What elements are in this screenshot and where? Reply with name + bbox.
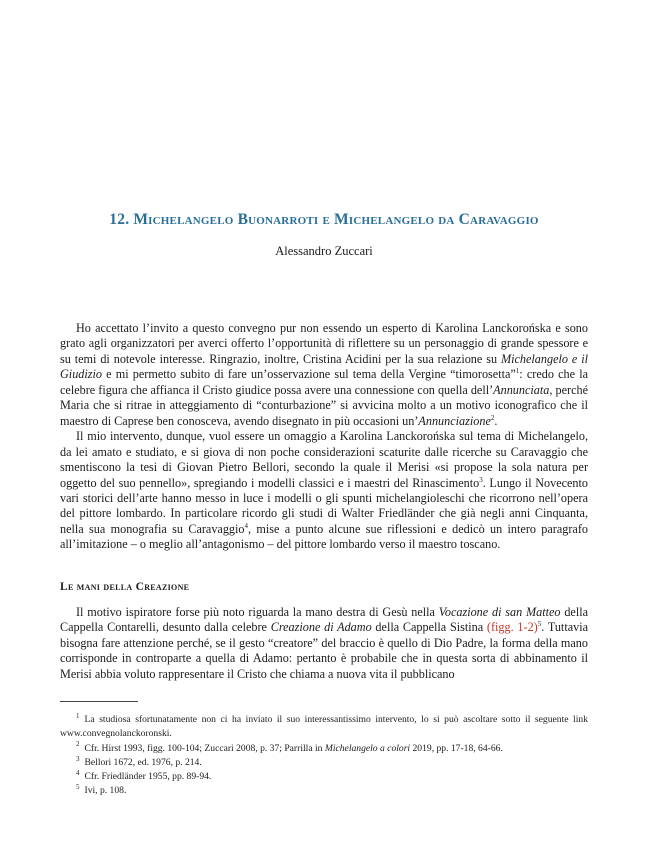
paragraph-3 [60,605,588,682]
footnote-number: 2 [76,740,80,749]
footnote-text: La studiosa sfortunatamente non ci ha inviato il suo interessantissimo intervento, lo si può ascoltare sotto il seguente link www.convegnolanckoronski. [60,714,588,740]
footnotes-list [60,713,588,799]
text-run: . Lungo il Novecento vari storici dell’arte hanno messo in luce i modelli o gli spunti michelangioleschi che ricorrono nell’opera del pittore lombardo. In particolare ricordo gli studi di Walter Friedländer che già negli anni Cinquanta, nella sua monografia su Caravaggio [60,475,589,536]
text-run: e mi permetto subito di fare un’osservazione sul tema della Vergine “timorosetta” [101,367,516,382]
text-run: della Cappella Sistina [371,620,487,635]
footnote-text: Cfr. Friedländer 1955, pp. 89-94. [84,771,212,783]
italic-title: Annunciata [493,382,550,397]
footnote-marker[interactable]: 4 [244,521,248,530]
paragraph-2 [60,429,588,553]
section-text [60,605,588,682]
footnote-italic: Michelangelo a colori [324,742,411,754]
footnote-item [60,784,588,798]
footnote-number: 3 [76,754,80,763]
italic-title: Michelangelo e il Giudizio [60,351,588,382]
text-run: Il motivo ispiratore forse più noto riguarda la mano destra di Gesù nella [76,605,439,619]
text-run: . [494,413,498,428]
footnote-text: Cfr. Hirst 1993, figg. 100-104; Zuccari 2008, p. 37; Parrilla in [84,742,325,754]
footnote-text: Ivi, p. 108. [84,785,127,797]
author-name: Alessandro Zuccari [275,244,373,258]
chapter-title: 12. Michelangelo Buonarroti e Michelangelo da Caravaggio [109,211,539,228]
footnote-number: 1 [76,711,80,720]
footnote-item [60,770,588,784]
footnote-divider [60,701,138,702]
footnote-marker[interactable]: 3 [479,475,483,484]
text-run: , perché Maria che si ritrae in atteggiamento di “conturbazione” si avvicina molto a un motivo iconografico che il maestro di Caprese ben conosceva, avendo disegnato in più occasioni un’ [60,382,588,428]
text-run: della Cappella Contarelli, desunto dalla celebre [60,605,588,635]
paragraph-1 [60,321,588,429]
footnote-item [60,713,588,742]
italic-title: Annunciazione [418,413,491,428]
text-run: Ho accettato l’invito a questo convegno pur non essendo un esperto di Karolina Lanckorońska e sono grato agli organizzatori per averci offerto l’opportunità di riflettere su un personaggio di grande spessore e su temi di notevole interesse. Ringrazio, inoltre, Cristina Acidini per la sua relazione su [60,321,588,366]
footnote-text: 2019, pp. 17-18, 64-66. [410,742,503,754]
italic-title: Vocazione di san Matteo [438,605,561,619]
footnote-item [60,742,588,756]
footnote-marker[interactable]: 1 [515,367,520,376]
footnote-item [60,756,588,770]
footnote-number: 4 [76,769,80,777]
text-run: . Tuttavia bisogna fare attenzione perché, se il gesto “creatore” del braccio è quello di Dio Padre, la forma della mano corrisponde in controparte a quella di Adamo: pertanto è probabile che in questa sorta di abbinamento il Merisi abbia voluto rappresentare il Cristo che chiama a nuova vita il pubblicano [60,620,589,681]
section-heading: Le mani della Creazione [60,581,190,593]
footnote-marker[interactable]: 5 [537,620,542,629]
text-run: Il mio intervento, dunque, vuol essere un omaggio a Karolina Lanckorońska sul tema di Michelangelo, da lei amato e studiato, e si giova di non poche considerazioni scaturite dalle ricerche su Caravaggio che smentiscono la tesi di Giovan Pietro Bellori, secondo la quale il Merisi «si propose la sola natura per oggetto del suo pennello», spregiando i modelli classici e i maestri del Rinascimento [60,429,588,490]
intro-text [60,321,588,553]
footnote-number: 5 [76,783,80,792]
text-run: : credo che la celebre figura che affianca il Cristo giudice possa avere una connessione con quella dell’ [60,367,588,397]
footnote-text: Bellori 1672, ed. 1976, p. 214. [84,756,202,768]
footnote-marker[interactable]: 2 [490,413,495,422]
text-run: , mise a punto alcune sue riflessioni e dedicò un intero paragrafo all’imitazione – o meglio all’antagonismo – del pittore lombardo verso il maestro toscano. [60,521,588,552]
italic-title: Creazione di Adamo [270,620,372,635]
figure-reference-link[interactable]: (figg. 1-2) [486,620,538,635]
